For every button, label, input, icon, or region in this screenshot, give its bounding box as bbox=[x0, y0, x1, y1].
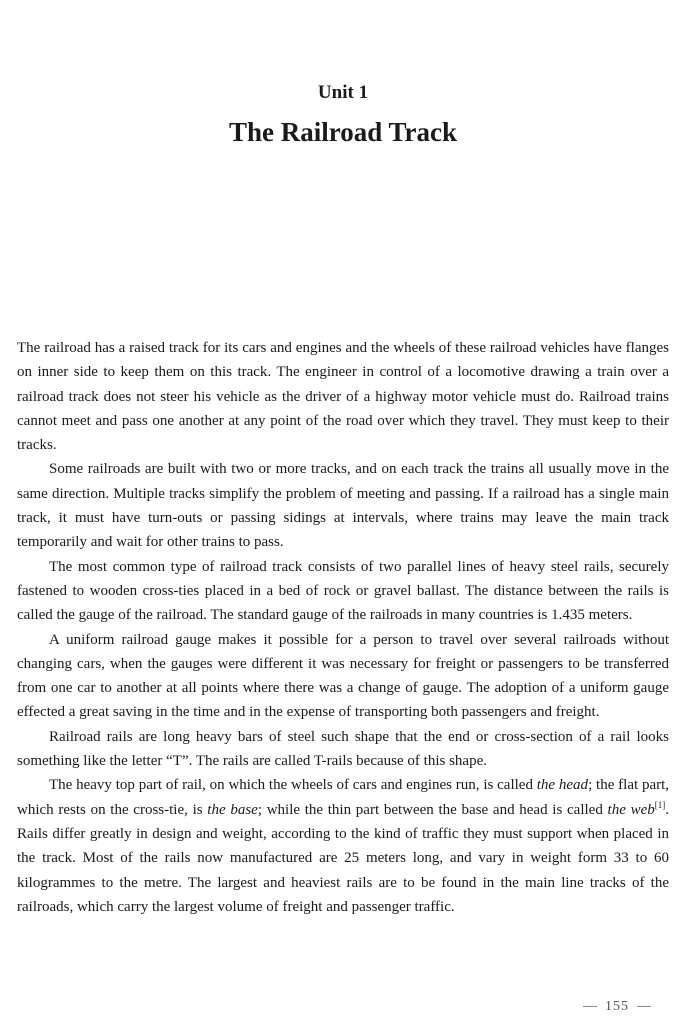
unit-label: Unit 1 bbox=[317, 82, 369, 103]
footnote-marker: [1] bbox=[654, 799, 666, 810]
paragraph-1: The railroad has a raised track for its cars and engines and the wheels of these railroad vehicles have flanges on inner side to keep them on this track. The engineer in control of a locomotive drawing a train over a railroad track does not steer his vehicle as the driver of a highway motor vehicle must do. Railroad trains cannot meet and pass one another at any point of the road over which they travel. They must keep to their tracks. bbox=[17, 340, 669, 454]
paragraph-6-text-3: ; while the thin part between the base and head is called bbox=[257, 801, 608, 818]
term-web: the web bbox=[607, 801, 655, 818]
page-number: 155 bbox=[605, 999, 629, 1014]
paragraph-4: A uniform railroad gauge makes it possible for a person to travel over several railroads without changing cars, when the gauges were different it was necessary for freight or passengers to be transferred from one car to another at all points where there was a change of gauge. The adoption of a uniform gauge effected a great saving in the time and in the expense of transporting both passengers and freight. bbox=[17, 631, 669, 721]
page-number-footer bbox=[575, 999, 659, 1015]
paragraph-6-text-2: ; the flat part, which rests on the cross-tie, is bbox=[17, 777, 670, 818]
paragraph-6 bbox=[17, 773, 669, 919]
paragraph-2: Some railroads are built with two or more tracks, and on each track the trains all usually move in the same direction. Multiple tracks simplify the problem of meeting and passing. If a railroad has a single main track, it must have turn-outs or passing sidings at intervals, where trains may leave the main track temporarily and wait for other trains to pass. bbox=[17, 461, 669, 551]
paragraph-3: The most common type of railroad track consists of two parallel lines of heavy steel rails, securely fastened to wooden cross-ties placed in a bed of rock or gravel ballast. The distance between the rails is called the gauge of the railroad. The standard gauge of the railroads in many countries is 1.435 meters. bbox=[17, 558, 669, 624]
paragraph-5: Railroad rails are long heavy bars of steel such shape that the end or cross-section of a rail looks something like the letter “T”. The rails are called T-rails because of this shape. bbox=[17, 728, 669, 770]
paragraph-6-text-1: The heavy top part of rail, on which the wheels of cars and engines run, is called bbox=[49, 777, 537, 794]
term-base: the base bbox=[207, 801, 258, 818]
paragraph-6-text-4: . Rails differ greatly in design and weight, according to the kind of traffic they must support when placed in the track. Most of the rails now manufactured are 25 meters long, and vary in weight form 33 to 60 kilogrammes to the metre. The largest and heaviest rails are to be found in the main line tracks of the railroads, which carry the largest volume of freight and passenger traffic. bbox=[17, 801, 669, 915]
chapter-title: The Railroad Track bbox=[228, 117, 458, 147]
term-head: the head bbox=[536, 777, 589, 794]
body-text bbox=[17, 336, 669, 919]
dash-left bbox=[583, 1006, 597, 1007]
dash-right bbox=[637, 1006, 651, 1007]
